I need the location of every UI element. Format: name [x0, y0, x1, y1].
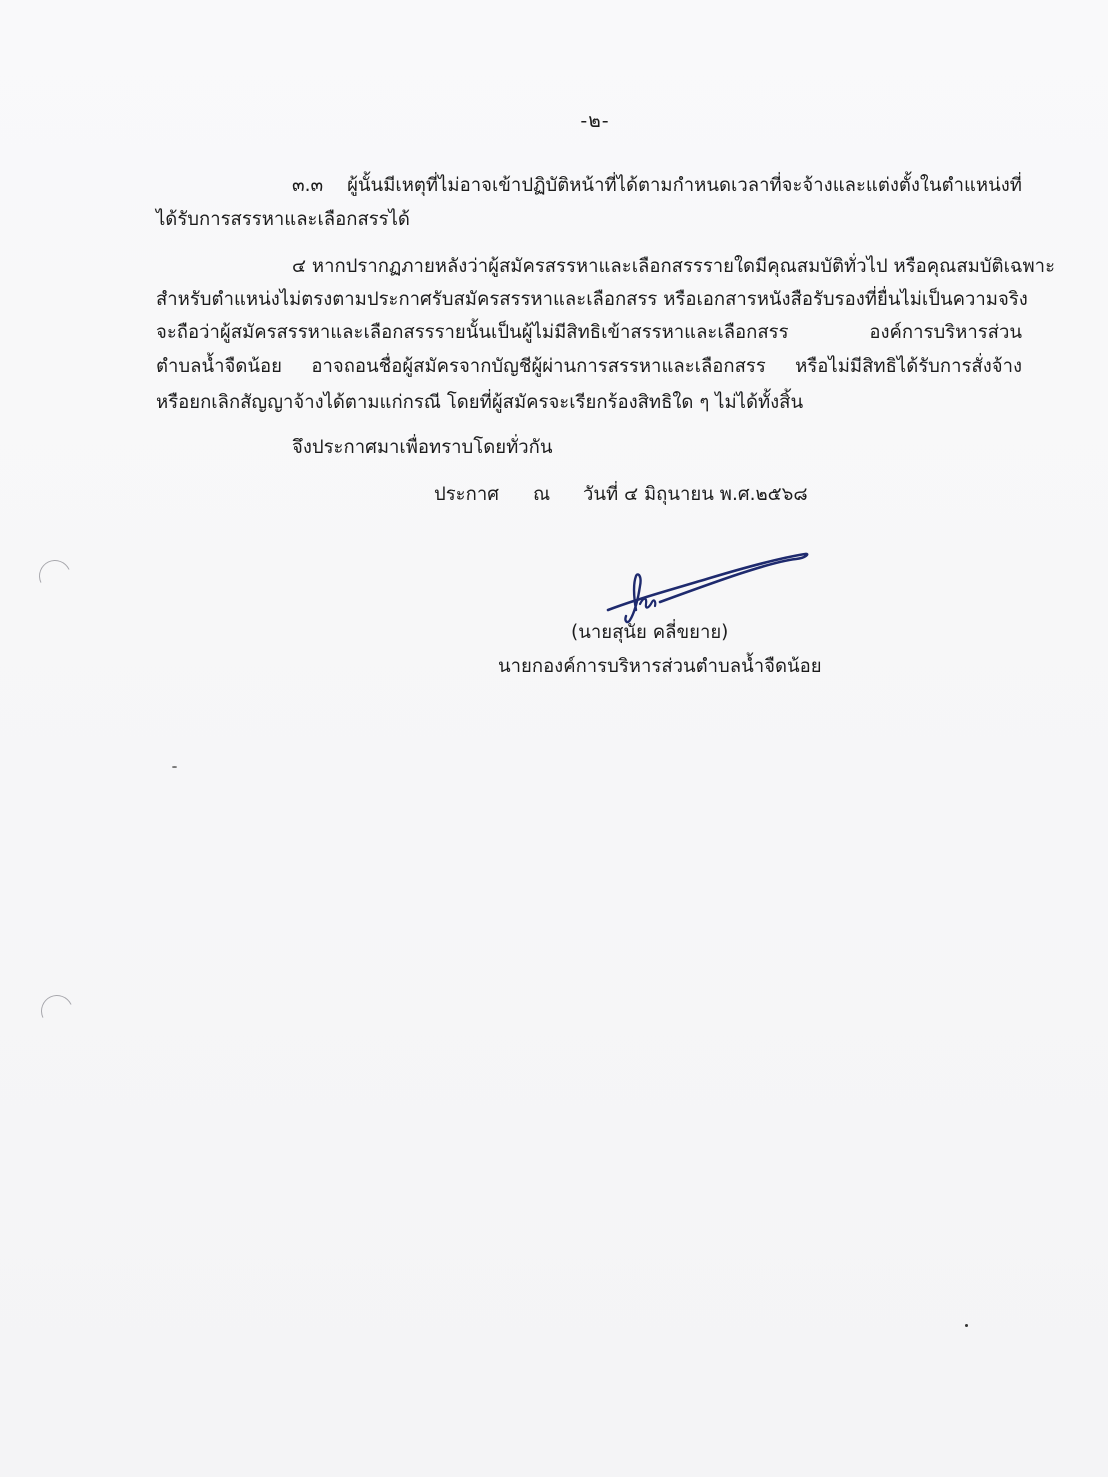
paragraph-4-line-5: หรือยกเลิกสัญญาจ้างได้ตามแก่กรณี โดยที่ผู้สมัครจะเรียกร้องสิทธิใด ๆ ไม่ได้ทั้งสิ้น: [156, 392, 804, 413]
announcement-at: ณ: [533, 484, 551, 505]
paragraph-4-line-3: จะถือว่าผู้สมัครสรรหาและเลือกสรรรายนั้นเป็นผู้ไม่มีสิทธิเข้าสรรหาและเลือกสรร องค์การบริหารส่วน: [156, 322, 1022, 343]
paragraph-3-3-line-2: ได้รับการสรรหาและเลือกสรรได้: [156, 209, 410, 230]
paragraph-4-line-1: ๔ หากปรากฏภายหลังว่าผู้สมัครสรรหาและเลือกสรรรายใดมีคุณสมบัติทั่วไป หรือคุณสมบัติเฉพาะ: [292, 256, 1056, 277]
page-number: -๒-: [580, 110, 610, 132]
signatory-title: นายกองค์การบริหารส่วนตำบลน้ำจืดน้อย: [498, 656, 822, 677]
punch-hole-bottom: [36, 990, 77, 1031]
announcement-prefix: ประกาศ: [434, 484, 499, 505]
scan-speck: [965, 1324, 968, 1327]
closing-statement: จึงประกาศมาเพื่อทราบโดยทั่วกัน: [292, 437, 553, 458]
paragraph-4-line-2: สำหรับตำแหน่งไม่ตรงตามประกาศรับสมัครสรรหาและเลือกสรร หรือเอกสารหนังสือรับรองที่ยื่นไม่เป็นความจริง: [156, 289, 1028, 310]
announcement-date: วันที่ ๔ มิถุนายน พ.ศ.๒๕๖๘: [583, 484, 808, 505]
signatory-name: (นายสุนัย คลี่ขยาย): [571, 622, 729, 643]
paragraph-3-3-line-1: ๓.๓ ผู้นั้นมีเหตุที่ไม่อาจเข้าปฏิบัติหน้าที่ได้ตามกำหนดเวลาที่จะจ้างและแต่งตั้งในตำแหน่งที่: [292, 175, 1022, 196]
paragraph-4-line-4: ตำบลน้ำจืดน้อย อาจถอนชื่อผู้สมัครจากบัญชีผู้ผ่านการสรรหาและเลือกสรร หรือไม่มีสิทธิได้รับการสั่งจ้าง: [156, 356, 1022, 377]
scan-speck: [172, 766, 177, 768]
punch-hole-top: [34, 555, 75, 596]
